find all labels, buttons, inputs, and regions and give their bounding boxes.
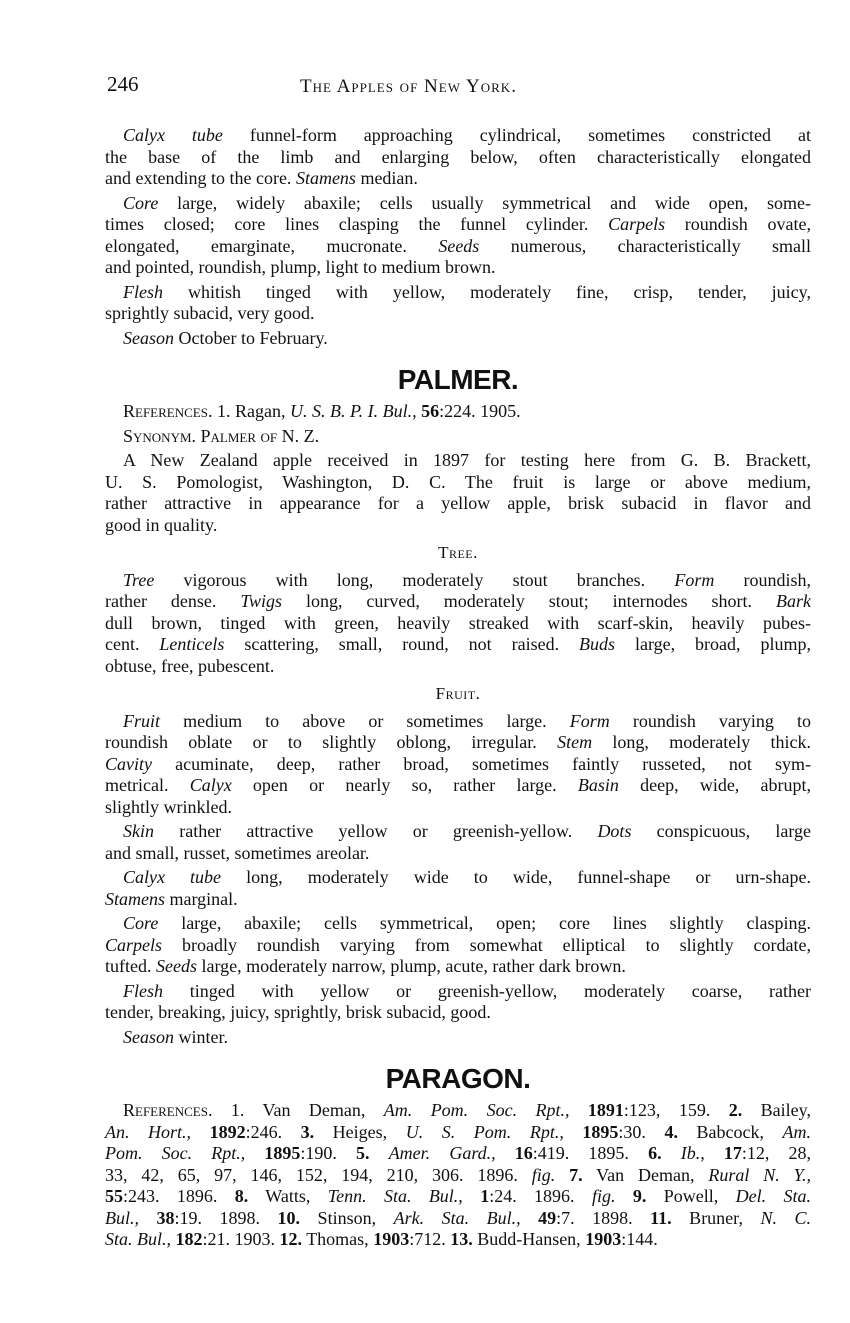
text-span: :712. [409,1229,451,1249]
italic-term: Dots [597,821,632,841]
text-line [105,282,811,304]
text-span [555,1165,569,1185]
paragraph [105,1027,811,1049]
text-span: large, broad, plump, [615,634,811,654]
text-span: median. [355,168,418,188]
italic-term: Core [123,192,159,213]
paragraph [105,570,811,678]
text-line [105,1229,811,1251]
bold-number: 2. [728,1100,743,1120]
page-number: 246 [107,72,139,96]
text-span [615,1186,632,1206]
bold-number: 1892 [209,1121,246,1142]
text-span: tender, breaking, juicy, sprightly, brisk subacid, good. [105,1002,491,1022]
text-span: :246. [245,1121,301,1142]
italic-term: Calyx tube [123,867,222,887]
text-span: open or nearly so, rather large. [231,775,578,795]
text-line [105,303,811,325]
italic-term: Ib., [680,1143,705,1163]
text-line [105,935,811,957]
text-line [105,328,811,350]
text-line [105,775,811,797]
text-line [105,656,811,678]
paragraph [105,821,811,864]
bold-number: 3. [300,1121,315,1142]
italic-term: Stem [557,732,593,752]
text-span: conspicuous, large [631,821,812,841]
italic-term: Stamens [295,168,356,188]
text-span: large, abaxile; cells symmetrical, open; core lines slightly clasping. [158,913,811,933]
text-span: Thomas, [302,1229,374,1249]
italic-term: Rural N. Y., [708,1164,811,1185]
text-span: Powell, [646,1186,736,1206]
text-span: obtuse, free, pubescent. [105,655,275,676]
text-line [105,889,811,911]
section-heading: PALMER. [397,364,519,395]
text-span: U. S. Pomologist, Washington, D. C. The fruit is large or above medium, [105,471,811,492]
bold-number: 1903 [373,1229,410,1249]
text-span: slightly wrinkled. [105,796,232,817]
text-line [105,1100,811,1122]
italic-term: Calyx [189,775,232,795]
text-span: 1. Ragan, [212,401,290,421]
text-line [105,1027,811,1049]
italic-term: Calyx tube [123,125,223,145]
italic-term: Am. [782,1121,811,1142]
text-span: rather attractive yellow or greenish-yellow. [154,821,598,841]
italic-term: Lenticels [159,634,225,654]
text-span: A New Zealand apple received in 1897 for testing here from G. B. Brackett, [123,450,811,470]
italic-term: Seeds [156,956,197,976]
text-span: sprightly subacid, very good. [105,303,315,323]
italic-term: Stamens [105,888,165,909]
text-span: :7. 1898. [556,1207,651,1228]
italic-term: Sta. Bul., [105,1229,171,1249]
bold-number: 12. [279,1229,303,1249]
text-line [105,214,811,236]
text-span [564,1122,583,1142]
text-line [105,570,811,592]
text-span: scattering, small, round, not raised. [224,634,580,654]
text-line [105,867,811,889]
small-caps-label: Synonym. [123,425,197,446]
text-span: Bruner, [671,1207,761,1228]
text-line [105,634,811,656]
italic-term: Amer. Gard., [388,1143,496,1163]
text-span [463,1186,480,1206]
text-span [662,1143,681,1163]
text-span: the base of the limb and enlarging below, often characteristically elongated [105,146,811,167]
bold-number: 9. [632,1186,647,1206]
text-span: 1. Van Deman, [212,1100,384,1120]
text-line [105,450,811,472]
bold-number: 1891 [587,1100,624,1120]
text-span: October to February. [174,327,328,348]
text-line [105,147,811,169]
italic-term: Season [123,327,174,348]
paragraph [105,282,811,325]
italic-term: Skin [123,821,154,841]
paragraph [105,450,811,536]
text-line [105,401,811,423]
text-span: Heiges, [314,1121,406,1142]
italic-term: Bul., [105,1207,139,1228]
text-span: Watts, [248,1186,328,1206]
italic-term: Bark [776,591,811,611]
bold-number: 182 [175,1229,203,1249]
text-span: roundish, [714,569,811,590]
text-span [370,1143,389,1163]
italic-term: Tree [123,569,155,590]
text-span: Van Deman, [582,1164,709,1185]
text-line [105,1002,811,1024]
subsection-heading: Tree. [438,543,478,562]
text-span: marginal. [165,888,238,909]
text-span: :21. 1903. [202,1229,280,1249]
section-heading: PARAGON. [385,1063,531,1094]
paragraph [105,328,811,350]
text-span [245,1143,264,1163]
text-span [570,1100,588,1120]
text-span: broadly roundish varying from somewhat elliptical to slightly cordate, [162,934,811,955]
text-span: Babcock, [677,1121,783,1142]
bold-number: 6. [648,1143,662,1163]
italic-term: U. S. Pom. Rpt., [405,1121,564,1142]
text-line [105,913,811,935]
text-span: rather dense. [105,591,241,611]
small-caps-label: Palmer of N. Z. [200,425,320,446]
text-line [105,956,811,978]
italic-term: Twigs [240,591,283,611]
text-span [191,1122,210,1142]
bold-number: 55 [105,1186,123,1206]
text-span: funnel-form approaching cylindrical, sometimes constricted at [222,125,811,145]
text-span: good in quality. [105,514,218,535]
text-span: times closed; core lines clasping the funnel cylinder. [105,214,609,234]
text-span: Bailey, [742,1100,811,1120]
text-span: tufted. [105,956,156,976]
bold-number: 49 [538,1207,557,1228]
text-span: Budd-Hansen, [472,1229,586,1249]
text-span: dull brown, tinged with green, heavily streaked with scarf-skin, heavily pubes- [105,612,811,633]
bold-number: 10. [277,1207,301,1228]
text-span: elongated, emarginate, mucronate. [105,235,439,256]
text-line [105,236,811,258]
text-line [105,1122,811,1144]
text-span: winter. [174,1026,228,1047]
text-span: large, widely abaxile; cells usually symmetrical and wide open, some- [158,192,811,213]
italic-term: Core [123,913,159,933]
italic-term: fig. [591,1186,616,1206]
italic-term: Flesh [123,980,163,1001]
text-span: :24. 1896. [489,1186,592,1206]
italic-term: N. C. [760,1207,811,1228]
text-line [105,981,811,1003]
text-span: Stinson, [300,1207,394,1228]
italic-term: Flesh [123,281,163,302]
text-line [105,472,811,494]
italic-term: Pom. Soc. Rpt., [105,1143,246,1163]
text-span: :12, 28, [741,1143,811,1163]
paragraph [105,426,811,448]
italic-term: Season [123,1026,174,1047]
text-line [105,821,811,843]
italic-term: Ark. Sta. Bul., [393,1207,521,1228]
bold-number: 38 [156,1207,175,1228]
text-line [105,1143,811,1165]
text-span [705,1143,724,1163]
text-span: 33, 42, 65, 97, 146, 152, 194, 210, 306. 1896. [105,1164,532,1185]
text-line [105,493,811,515]
italic-term: Cavity [105,753,152,774]
text-line [105,1186,811,1208]
bold-number: 7. [569,1164,583,1185]
text-span: :30. [618,1121,665,1142]
bold-number: 4. [664,1121,678,1142]
text-line [105,732,811,754]
text-line [105,125,811,147]
text-line [105,168,811,190]
text-span: :419. 1895. [532,1143,649,1163]
paragraph [105,401,811,423]
bold-number: 1903 [585,1229,622,1249]
bold-number: 8. [234,1186,249,1206]
text-span: :19. 1898. [174,1207,278,1228]
text-span: medium to above or sometimes large. [160,710,570,731]
text-line [105,1208,811,1230]
text-span: :243. 1896. [123,1186,235,1206]
text-span: and extending to the core. [105,168,296,188]
text-line [105,613,811,635]
text-span: roundish ovate, [665,214,811,234]
text-line [105,797,811,819]
text-span: vigorous with long, moderately stout branches. [154,569,675,590]
bold-number: 1895 [582,1121,619,1142]
text-span: numerous, characteristically small [479,235,811,256]
text-span: whitish tinged with yellow, moderately fine, crisp, tender, juicy, [163,281,811,302]
text-line [105,193,811,215]
text-span: :224. 1905. [439,401,521,421]
text-line [105,515,811,537]
text-span: :123, 159. [623,1100,729,1120]
italic-term: Fruit [123,710,161,731]
bold-number: 5. [356,1143,370,1163]
page-body [105,125,811,1254]
paragraph [105,193,811,279]
text-span: roundish varying to [609,710,811,731]
italic-term: Carpels [608,214,666,234]
italic-term: fig. [531,1164,556,1185]
italic-term: Del. Sta. [735,1186,811,1206]
paragraph [105,913,811,978]
italic-term: Carpels [105,934,163,955]
bold-number: 16 [514,1143,533,1163]
text-span: :190. [300,1143,357,1163]
text-span [496,1143,515,1163]
small-caps-label: References. [123,1100,213,1120]
italic-term: Tenn. Sta. Bul., [327,1186,463,1206]
italic-term: Form [569,710,610,731]
small-caps-label: References. [123,401,213,421]
paragraph [105,981,811,1024]
text-span [521,1208,539,1228]
paragraph [105,125,811,190]
text-span: long, moderately thick. [592,732,811,752]
italic-term: Seeds [438,235,480,256]
text-span: deep, wide, abrupt, [618,775,812,795]
running-title: The Apples of New York. [300,76,517,97]
text-span: roundish oblate or to slightly oblong, irregular. [105,732,558,752]
paragraph [105,711,811,819]
subsection-heading: Fruit. [435,684,481,703]
italic-term: Basin [577,775,619,795]
text-span: metrical. [105,775,190,795]
italic-term: Form [674,569,715,590]
text-line [105,591,811,613]
text-line [105,257,811,279]
bold-number: 1 [480,1186,490,1206]
text-line [105,843,811,865]
text-span: acuminate, deep, rather broad, sometimes faintly russeted, not sym- [152,753,811,774]
text-span: tinged with yellow or greenish-yellow, moderately coarse, rather [163,980,811,1001]
text-span [139,1208,157,1228]
text-span: and pointed, roundish, plump, light to medium brown. [105,257,496,277]
bold-number: 56 [421,401,440,421]
text-span: long, moderately wide to wide, funnel-shape or urn-shape. [221,867,811,887]
text-span: long, curved, moderately stout; internodes short. [282,591,776,611]
bold-number: 1895 [264,1143,301,1163]
bold-number: 13. [450,1229,473,1249]
bold-number: 17 [723,1143,742,1163]
italic-term: Buds [579,634,616,654]
text-span: cent. [105,634,160,654]
italic-term: Am. Pom. Soc. Rpt., [383,1100,570,1120]
italic-term: U. S. B. P. I. Bul., [289,401,417,421]
text-span: large, moderately narrow, plump, acute, rather dark brown. [196,956,626,976]
text-line [105,426,811,448]
text-line [105,711,811,733]
italic-term: An. Hort., [105,1121,192,1142]
text-span: :144. [621,1229,658,1249]
paragraph [105,1100,811,1251]
bold-number: 11. [650,1207,672,1228]
text-line [105,754,811,776]
paragraph [105,867,811,910]
text-line [105,1165,811,1187]
text-span: and small, russet, sometimes areolar. [105,842,370,863]
text-span: rather attractive in appearance for a yellow apple, brisk subacid in flavor and [105,493,811,513]
